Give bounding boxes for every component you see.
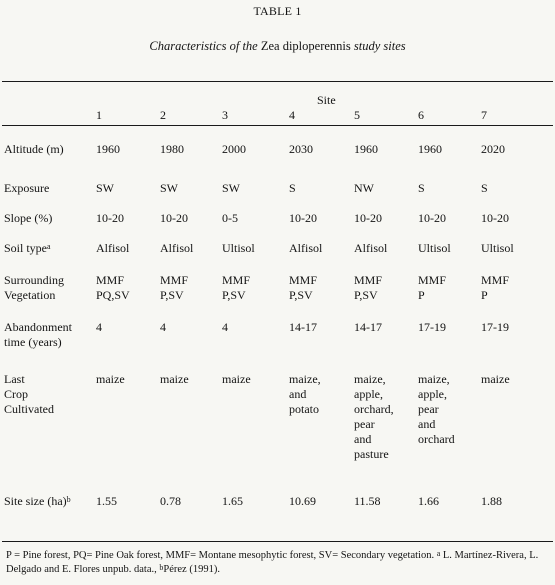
table-cell: 10-20 [160,211,188,225]
table-cell: 14-17 [354,320,382,334]
row-label-text: Exposure [4,181,50,195]
site-number-4: 4 [289,108,295,122]
table-cell: MMF P,SV [160,273,189,302]
site-number-2: 2 [160,108,166,122]
footnote-source-b: Pérez (1991). [163,564,220,575]
table-cell: MMF P [481,273,510,302]
footnote-marker-b: b [159,563,164,572]
table-cell: NW [354,181,374,195]
table-cell: SW [96,181,114,195]
table-cell: 1960 [96,142,120,156]
row-label [4,320,72,350]
row-label [4,372,54,417]
row-label-text: Site size (ha) [4,494,67,508]
row-label-text: Abandonment time (years) [4,320,72,349]
table-cell: maize, apple, pear and orchard [418,372,455,446]
table-cell: 2020 [481,142,505,156]
row-label-text: Surrounding Vegetation [4,273,64,302]
table-cell: MMF P,SV [222,273,251,302]
table-cell: Ultisol [418,241,451,255]
row-label-text: Altitude (m) [4,142,64,156]
footnote-marker-a: a [436,549,441,558]
footnote-abbreviations: P = Pine forest, PQ= Pine Oak forest, MMF= Montane mesophytic forest, SV= Secondary vegetation. [6,550,437,561]
table-cell: maize, apple, orchard, pear and pasture [354,372,394,461]
table-cell: 17-19 [481,320,509,334]
table-caption [0,39,555,54]
table-header-rule [2,125,553,126]
table-footnote [6,549,551,577]
caption-genus: Zea diploperennis [260,39,351,53]
site-column-group-label: Site [317,93,336,107]
table-cell: S [481,181,488,195]
table-cell: Alfisol [289,241,323,255]
table-cell: MMF P [418,273,447,302]
site-number-7: 7 [481,108,487,122]
row-label-footnote-marker: b [66,495,71,504]
table-cell: 0-5 [222,211,238,225]
table-cell: 4 [222,320,228,334]
row-label [4,142,64,157]
site-number-6: 6 [418,108,424,122]
row-label-footnote-marker: a [47,242,51,251]
row-label [4,494,71,509]
table-cell: 1980 [160,142,184,156]
table-cell: SW [222,181,240,195]
row-label [4,273,64,303]
table-cell: 4 [96,320,102,334]
table-cell: 1.65 [222,494,243,508]
table-cell: 1.55 [96,494,117,508]
table-cell: maize [481,372,510,386]
table-title: TABLE 1 [253,4,302,18]
table-cell: Alfisol [354,241,388,255]
table-cell: maize [96,372,125,386]
table-bottom-rule [2,541,553,542]
table-cell: 11.58 [354,494,381,508]
table-cell: Alfisol [96,241,130,255]
table-cell: 10-20 [96,211,124,225]
row-label [4,181,49,196]
table-cell: 10-20 [418,211,446,225]
table-cell: 0.78 [160,494,181,508]
row-label-text: Slope (%) [4,211,53,225]
site-number-3: 3 [222,108,228,122]
table-cell: Ultisol [481,241,514,255]
table-cell: 10-20 [354,211,382,225]
table-cell: 10-20 [289,211,317,225]
table-cell: maize [222,372,251,386]
table-cell: 4 [160,320,166,334]
footnote-source-a: L. Martínez-Rivera, L. Delgado and E. Flores unpub. data., [6,550,539,575]
table-cell: 14-17 [289,320,317,334]
table-cell: S [289,181,296,195]
table-cell: 1960 [354,142,378,156]
caption-post: study sites [350,39,406,53]
caption-pre: Characteristics of the [149,39,261,53]
site-number-1: 1 [96,108,102,122]
table-cell: 10.69 [289,494,316,508]
table-cell: Ultisol [222,241,255,255]
table-cell: S [418,181,425,195]
table-cell: Alfisol [160,241,194,255]
row-label-text: Last Crop Cultivated [4,372,54,416]
table-cell: 2030 [289,142,313,156]
table-cell: MMF P,SV [289,273,318,302]
table-top-rule [2,81,553,82]
row-label-text: Soil type [4,241,48,255]
table-cell: SW [160,181,178,195]
site-number-5: 5 [354,108,360,122]
table-cell: maize [160,372,189,386]
table-cell: maize, and potato [289,372,321,416]
table-cell: 10-20 [481,211,509,225]
row-label [4,241,51,256]
table-cell: MMF PQ,SV [96,273,130,302]
table-cell: 17-19 [418,320,446,334]
table-cell: 1.88 [481,494,502,508]
row-label [4,211,52,226]
table-cell: 1.66 [418,494,439,508]
table-cell: 2000 [222,142,246,156]
table-cell: MMF P,SV [354,273,383,302]
table-cell: 1960 [418,142,442,156]
